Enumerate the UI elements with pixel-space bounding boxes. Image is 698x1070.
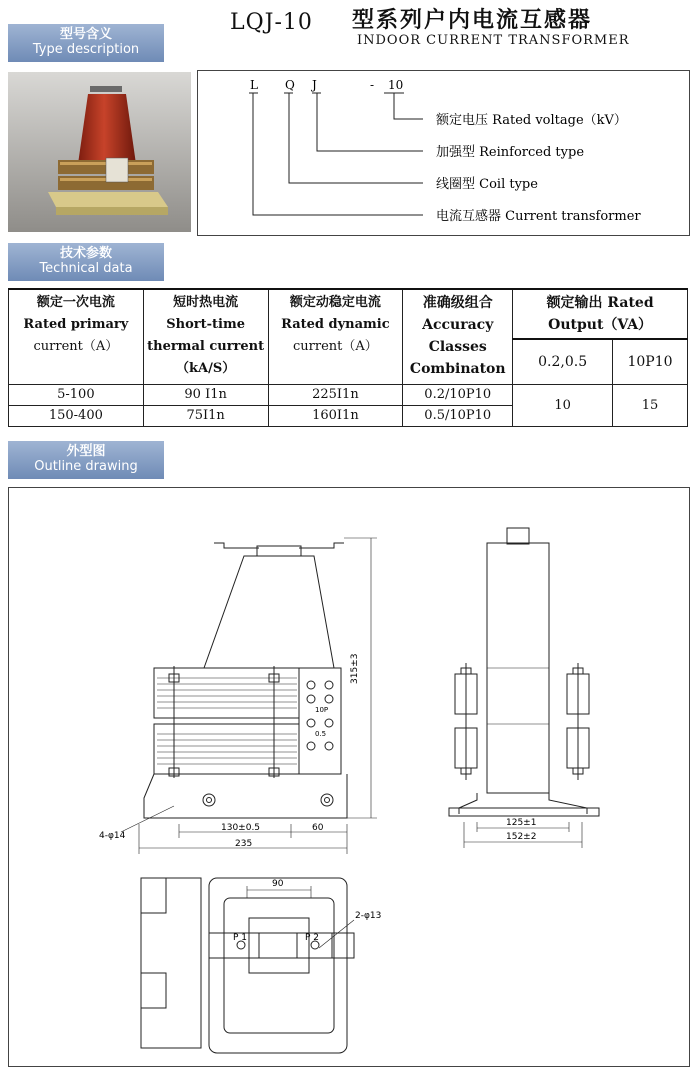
cell-thermal: 90 I1n <box>143 385 268 406</box>
header-short-time <box>143 289 268 385</box>
subheader-10p10: 10P10 <box>613 339 688 385</box>
cell-output-02: 10 <box>513 385 613 427</box>
dim-125: 125±1 <box>506 818 537 828</box>
cell-primary: 5-100 <box>9 385 144 406</box>
tag-cn: 技术参数 <box>59 246 112 261</box>
outline-drawing-tag <box>8 441 164 479</box>
dim-130: 130±0.5 <box>221 823 261 833</box>
technical-data-table <box>8 288 688 427</box>
cell-primary: 150-400 <box>9 406 144 427</box>
header-accuracy <box>403 289 513 385</box>
technical-data-tag <box>8 243 164 281</box>
header-line: current（A） <box>33 339 119 354</box>
header-line: current（A） <box>293 339 378 354</box>
header-line: 额定输出 Rated <box>546 295 654 311</box>
tag-en: Outline drawing <box>34 459 138 474</box>
cell-dynamic: 225I1n <box>268 385 403 406</box>
label-p1: P 1 <box>233 933 248 943</box>
cell-dynamic: 160I1n <box>268 406 403 427</box>
header-line: Short-time <box>166 317 245 332</box>
product-photo <box>8 72 191 232</box>
cell-accuracy: 0.5/10P10 <box>403 406 513 427</box>
desc-coil: 线圈型 Coil type <box>436 177 538 192</box>
dim-height: 315±3 <box>350 653 360 684</box>
label-terminal-10p: 10P <box>315 706 329 714</box>
code-voltage: 10 <box>388 78 404 92</box>
header-rated-primary <box>9 289 144 385</box>
type-code-diagram <box>197 70 690 236</box>
header-line: Output（VA） <box>548 317 653 333</box>
side-view <box>449 528 599 848</box>
outline-drawing <box>8 487 690 1067</box>
desc-rated-voltage: 额定电压 Rated voltage（kV） <box>436 113 627 128</box>
label-terminal-05: 0.5 <box>315 730 327 738</box>
page-title-cn: 型系列户内电流互感器 <box>352 7 593 33</box>
cell-thermal: 75I1n <box>143 406 268 427</box>
code-letter-q: Q <box>285 78 295 92</box>
front-view <box>121 538 377 854</box>
dim-235: 235 <box>235 839 253 849</box>
header-line: 额定动稳定电流 <box>289 295 381 310</box>
dim-holes2: 2-φ13 <box>355 911 382 921</box>
dim-holes4: 4-φ14 <box>99 831 126 841</box>
header-line: Rated dynamic <box>281 317 390 332</box>
tag-en: Type description <box>32 42 140 57</box>
table-row <box>9 385 688 406</box>
header-line: Combinaton <box>409 361 506 377</box>
label-p2: P 2 <box>305 933 320 943</box>
header-line: Classes <box>428 339 487 355</box>
code-dash: - <box>370 78 375 92</box>
model-number: LQJ-10 <box>230 10 313 35</box>
dim-90: 90 <box>272 879 284 889</box>
header-line: Rated primary <box>23 317 129 332</box>
type-description-tag <box>8 24 164 62</box>
header-line: 短时热电流 <box>173 295 239 310</box>
cell-accuracy: 0.2/10P10 <box>403 385 513 406</box>
dim-152: 152±2 <box>506 832 537 842</box>
dim-60: 60 <box>312 823 324 833</box>
header-rated-output <box>513 289 688 339</box>
cell-output-10p10: 15 <box>613 385 688 427</box>
header-line: thermal current <box>147 339 265 354</box>
tag-cn: 外型图 <box>66 444 106 459</box>
header-rated-dynamic <box>268 289 403 385</box>
header-line: （kA/S） <box>176 361 236 376</box>
subheader-02-05: 0.2,0.5 <box>513 339 613 385</box>
header-line: 准确级组合 <box>422 295 493 311</box>
tag-en: Technical data <box>39 261 133 276</box>
top-view <box>141 878 354 1053</box>
code-letter-l: L <box>250 78 258 92</box>
header-line: 额定一次电流 <box>36 295 115 310</box>
desc-current-transformer: 电流互感器 Current transformer <box>436 209 641 224</box>
page-title-en: INDOOR CURRENT TRANSFORMER <box>357 33 630 48</box>
header-line: Accuracy <box>422 317 494 333</box>
tag-cn: 型号含义 <box>59 27 112 42</box>
code-letter-j: J <box>312 78 317 92</box>
desc-reinforced: 加强型 Reinforced type <box>436 145 585 160</box>
